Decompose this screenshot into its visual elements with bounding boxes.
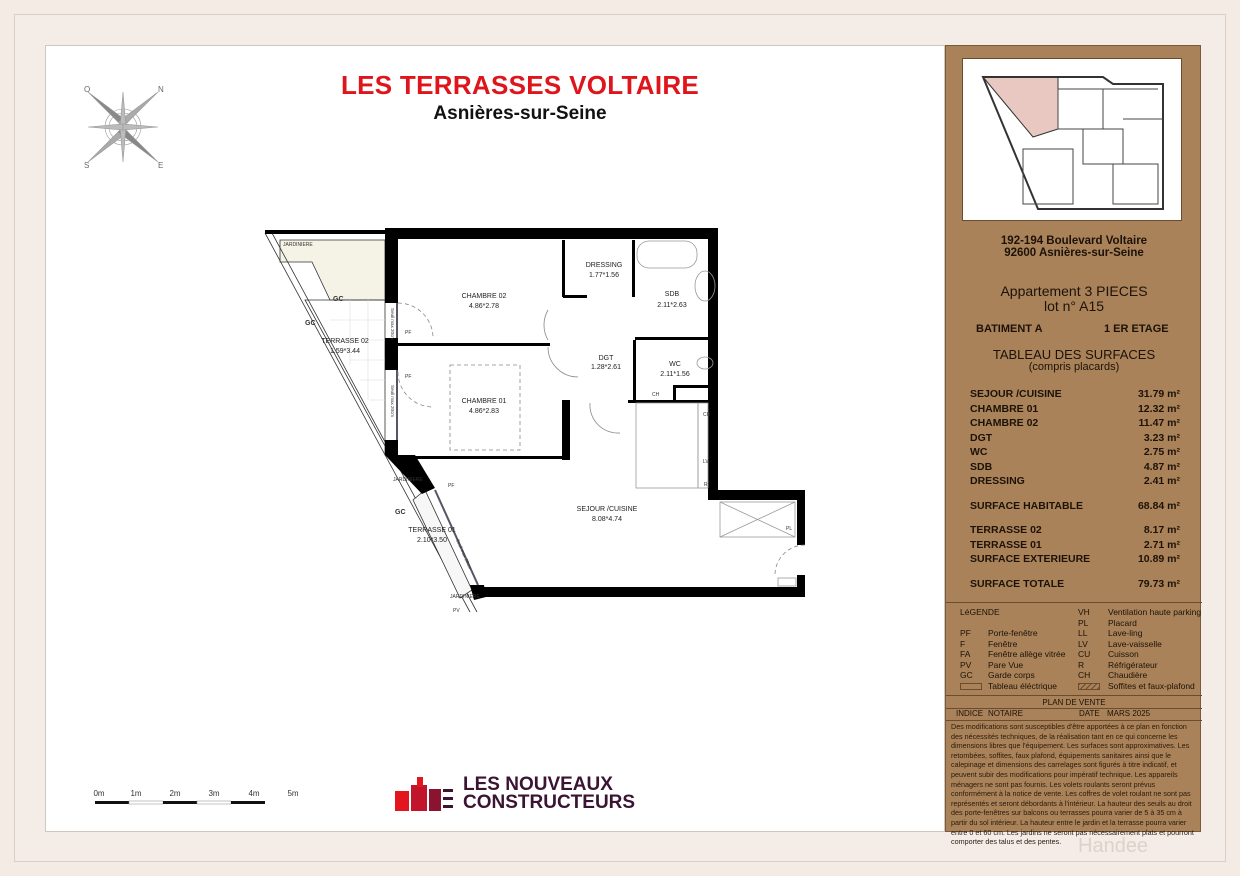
lot-number: lot n° A15 <box>1043 298 1105 314</box>
room-label-wc: WC <box>669 361 681 368</box>
room-dim-wc: 2.11*1.56 <box>660 371 690 378</box>
surface-row <box>970 461 1180 476</box>
table-subtitle: (compris placards) <box>1028 361 1120 373</box>
apartment-type: Appartement 3 PIECES <box>1000 283 1148 299</box>
watermark: Handee <box>1078 835 1149 857</box>
legend-text: Pare Vue <box>988 659 1024 670</box>
terrace-area <box>265 233 477 612</box>
surface-row <box>970 403 1180 418</box>
surface-label: SURFACE EXTERIEURE <box>970 553 1091 565</box>
surface-habitable-row <box>970 500 1180 515</box>
legend <box>946 602 1202 695</box>
address-line2: 92600 Asnières-sur-Seine <box>1004 247 1144 259</box>
gc-label: GC <box>395 509 406 516</box>
legend-title: LéGENDE <box>960 607 1000 617</box>
surface-label: WC <box>970 446 988 458</box>
room-label-sejour: SEJOUR /CUISINE <box>576 506 638 513</box>
legend-text: Placard <box>1108 617 1137 628</box>
building-key-plan <box>962 58 1182 221</box>
compass-label-n: N <box>158 85 164 94</box>
developer-logo <box>395 776 635 812</box>
jardiniere-label: JARDINIERE <box>283 242 313 248</box>
seuil-label: Seuil max 20cm <box>390 308 395 341</box>
date-value: MARS 2025 <box>1107 709 1151 718</box>
surface-label: TERRASSE 02 <box>970 524 1042 536</box>
legend-code: R <box>1078 659 1085 670</box>
legend-code: PL <box>1078 617 1089 628</box>
legend-code: VH <box>1078 607 1090 617</box>
surface-row <box>970 417 1180 432</box>
surface-label: SURFACE TOTALE <box>970 577 1065 590</box>
table-title: TABLEAU DES SURFACES <box>992 347 1156 362</box>
surface-value: 10.89 m² <box>1137 553 1180 565</box>
surface-label: TERRASSE 01 <box>970 538 1042 551</box>
scale-bar <box>93 789 298 804</box>
surface-row <box>970 539 1180 554</box>
pf-label: PF <box>405 330 412 336</box>
compass-label-o: O <box>84 85 91 94</box>
surface-label: DGT <box>970 431 993 444</box>
logo-line2: CONSTRUCTEURS <box>463 792 636 813</box>
scale-tick: 5m <box>287 789 299 798</box>
surface-value: 2.41 m² <box>1143 475 1180 487</box>
legend-text: Chaudière <box>1108 670 1148 680</box>
surface-label: SDB <box>970 460 993 473</box>
hatch-icon <box>1078 683 1100 690</box>
legend-text: Cuisson <box>1108 649 1139 659</box>
surface-label: DRESSING <box>970 475 1025 487</box>
legend-text: Lave-vaisselle <box>1108 638 1162 649</box>
date-label: DATE <box>1079 709 1100 718</box>
compass-label-s: S <box>84 161 90 170</box>
indice-row <box>946 709 1202 721</box>
indice-value: NOTAIRE <box>988 709 1023 718</box>
surface-value: 8.17 m² <box>1143 524 1180 536</box>
surface-label: CHAMBRE 01 <box>970 402 1039 415</box>
surface-row <box>970 388 1180 403</box>
room-label-dressing: DRESSING <box>585 262 623 269</box>
cu-label: CU <box>703 412 711 418</box>
legend-text: Fenêtre allège vitrée <box>988 649 1066 659</box>
address <box>946 235 1202 259</box>
legend-code: CH <box>1078 670 1091 680</box>
surface-label: SURFACE HABITABLE <box>970 499 1083 512</box>
building-logo-icon <box>395 777 455 811</box>
room-label-terrasse01: TERRASSE 01 <box>408 527 456 534</box>
surface-row <box>970 475 1180 490</box>
legend-text: Porte-fenêtre <box>988 628 1038 638</box>
legend-text: Ventilation haute parking <box>1108 607 1202 617</box>
scale-tick: 3m <box>208 789 220 798</box>
room-dim-dgt: 1.28*2.61 <box>591 364 621 371</box>
legend-text: Lave-ling <box>1108 628 1143 638</box>
room-dim-chambre02: 4.86*2.78 <box>469 303 499 310</box>
surface-row <box>970 432 1180 447</box>
scale-tick: 4m <box>248 789 260 798</box>
pf-label: PF <box>448 483 455 489</box>
disclaimer: Des modifications sont susceptibles d'être apportées à ce plan en fonction des nécessités techniques, de la réalisation tant en ce qui concerne les dimensions libres que l'équipement. Les surfaces sont approximatives. Les retombées, soffites, faux plafond, équipements sanitaires ainsi que le calepinage et dimensions des carrelages sont figurés à titre indicatif, et peuvent subir des modifications pour impératif technique. Les appareils ménagers ne sont pas fournis. Les volets roulants seront prévus conformément à la notice de vente. Les coffres de volet roulant ne sont pas représentés et seront débordants à l'intérieur. La hauteur des seuils au droit des porte-fenêtres sur balcons ou terrasses pourra varier de 5 à 35 cm à partir du sol intérieur. La hauteur entre le jardin et la terrasse pourra varier entre 0 et 60 cm. Les jardins ne seront pas nécessairement plats et pourront comporter des talus et des pentes. <box>951 722 1194 847</box>
legend-code: GC <box>960 670 973 680</box>
scale-tick: 0m <box>93 789 105 798</box>
logo-line1: LES NOUVEAUX <box>463 774 613 795</box>
legend-text: Réfrigérateur <box>1108 659 1158 670</box>
surface-total-row <box>970 578 1180 593</box>
surface-row <box>970 524 1180 539</box>
seuil-label: Seuil max 20cm <box>455 538 473 570</box>
surface-value: 3.23 m² <box>1143 431 1180 444</box>
legend-code: PF <box>960 628 971 638</box>
surface-row <box>970 446 1180 461</box>
surface-value: 4.87 m² <box>1143 460 1180 473</box>
room-dim-chambre01: 4.86*2.83 <box>469 408 499 415</box>
surface-label: SEJOUR /CUISINE <box>970 388 1062 400</box>
seuil-label: Seuil max 20cm <box>390 385 395 418</box>
room-label-chambre01: CHAMBRE 01 <box>461 398 507 405</box>
room-dim-sejour: 8.08*4.74 <box>592 516 622 523</box>
surface-exterior-row <box>970 553 1180 568</box>
pl-label: PL <box>786 526 793 532</box>
legend-code: FA <box>960 649 971 659</box>
legend-text: Tableau éléctrique <box>988 680 1057 691</box>
ch-label: CH <box>652 392 660 398</box>
scale-tick: 2m <box>169 789 181 798</box>
legend-code: F <box>960 638 966 649</box>
project-city: Asnières-sur-Seine <box>433 103 607 124</box>
jardiniere-label: JARDINIERE <box>450 594 480 600</box>
pv-label: PV <box>453 608 460 614</box>
room-label-terrasse02: TERRASSE 02 <box>321 338 369 345</box>
gc-label: GC <box>333 296 344 303</box>
floor-label: 1 ER ETAGE <box>1104 323 1169 335</box>
pf-label: PF <box>405 374 412 380</box>
room-label-sdb: SDB <box>664 291 680 298</box>
surface-value: 68.84 m² <box>1137 499 1180 512</box>
legend-code: PV <box>960 659 972 670</box>
surface-value: 31.79 m² <box>1137 388 1180 400</box>
address-line1: 192-194 Boulevard Voltaire <box>1000 235 1148 247</box>
surface-value: 79.73 m² <box>1137 577 1180 590</box>
legend-text: Garde corps <box>988 670 1035 680</box>
compass-label-e: E <box>158 161 164 170</box>
surfaces-title <box>946 348 1202 374</box>
room-dim-dressing: 1.77*1.56 <box>589 272 619 279</box>
apartment-info <box>946 284 1202 314</box>
electrical-panel-icon <box>960 683 982 690</box>
legend-text: Soffites et faux-plafond <box>1108 680 1195 691</box>
room-dim-terrasse02: 1.59*3.44 <box>330 348 360 355</box>
indice-label: INDICE <box>956 709 984 718</box>
surface-label: CHAMBRE 02 <box>970 417 1039 429</box>
jardiniere-label: JARDINIERE <box>393 477 423 483</box>
room-label-dgt: DGT <box>598 355 614 362</box>
room-label-chambre02: CHAMBRE 02 <box>461 293 507 300</box>
legend-code: CU <box>1078 649 1091 659</box>
room-dim-sdb: 2.11*2.63 <box>657 302 687 309</box>
lv-label: LV <box>703 459 709 465</box>
surfaces-table <box>970 388 1180 592</box>
legend-code: LL <box>1078 628 1088 638</box>
plan-de-vente: PLAN DE VENTE <box>946 695 1202 709</box>
scale-tick: 1m <box>130 789 142 798</box>
surface-value: 2.75 m² <box>1143 446 1180 458</box>
surface-value: 11.47 m² <box>1138 417 1180 429</box>
legend-code: LV <box>1078 638 1088 649</box>
room-dim-terrasse01: 2.10*3.50 <box>417 537 447 544</box>
surface-value: 12.32 m² <box>1137 402 1180 415</box>
legend-text: Fenêtre <box>988 638 1018 649</box>
gc-label: GC <box>305 320 316 327</box>
project-title: LES TERRASSES VOLTAIRE <box>340 70 700 100</box>
compass-rose-icon <box>84 85 164 170</box>
building-label: BATIMENT A <box>976 323 1043 335</box>
surface-value: 2.71 m² <box>1143 538 1180 551</box>
r-label: R <box>704 482 708 488</box>
